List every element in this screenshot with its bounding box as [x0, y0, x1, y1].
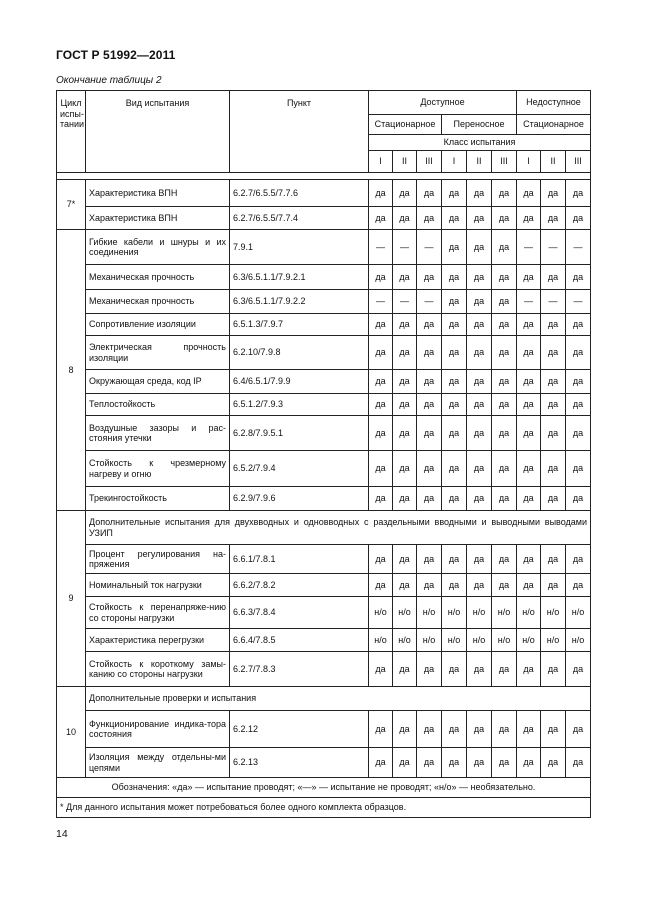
value-cell: да: [369, 545, 393, 574]
value-cell: да: [467, 290, 492, 314]
test-name-cell: Стойкость к короткому замы-канию со стороны нагрузки: [86, 652, 230, 687]
clause-cell: 6.3/6.5.1.1/7.9.2.1: [230, 265, 369, 290]
class-header-6: III: [492, 151, 517, 173]
value-cell: да: [369, 487, 393, 511]
class-header-9: III: [566, 151, 591, 173]
value-cell: да: [369, 207, 393, 230]
value-cell: да: [541, 207, 566, 230]
value-cell: да: [393, 652, 417, 687]
clause-cell: 6.5.1.2/7.9.3: [230, 394, 369, 416]
class-header-8: II: [541, 151, 566, 173]
value-cell: да: [467, 394, 492, 416]
value-cell: да: [417, 265, 442, 290]
clause-cell: 6.2.9/7.9.6: [230, 487, 369, 511]
table-body: [57, 180, 591, 818]
value-cell: да: [492, 180, 517, 207]
value-cell: да: [467, 711, 492, 748]
value-cell: да: [442, 394, 467, 416]
value-cell: да: [417, 207, 442, 230]
value-cell: н/о: [517, 629, 541, 652]
test-name-cell: Стойкость к чрезмерному нагреву и огню: [86, 451, 230, 487]
value-cell: да: [517, 265, 541, 290]
header-separator: [57, 173, 591, 180]
value-cell: —: [566, 230, 591, 265]
clause-cell: 6.2.12: [230, 711, 369, 748]
value-cell: да: [492, 416, 517, 451]
value-cell: да: [393, 416, 417, 451]
test-name-cell: Сопротивление изоляции: [86, 314, 230, 336]
cycle-cell: 8: [57, 230, 86, 511]
test-name-cell: Электрическая прочность изоляции: [86, 336, 230, 370]
col-header-cycle: Цикл испы-тании: [57, 91, 86, 173]
table-row: [57, 711, 591, 748]
value-cell: да: [442, 207, 467, 230]
test-name-cell: Гибкие кабели и шнуры и их соединения: [86, 230, 230, 265]
table-row: [57, 314, 591, 336]
value-cell: да: [566, 394, 591, 416]
value-cell: н/о: [566, 597, 591, 629]
table-row: [57, 230, 591, 265]
table-row: [57, 290, 591, 314]
value-cell: да: [442, 451, 467, 487]
test-name-cell: Механическая прочность: [86, 290, 230, 314]
value-cell: да: [442, 545, 467, 574]
value-cell: да: [566, 370, 591, 394]
value-cell: да: [393, 336, 417, 370]
value-cell: —: [369, 230, 393, 265]
value-cell: да: [442, 265, 467, 290]
value-cell: н/о: [393, 629, 417, 652]
value-cell: н/о: [442, 629, 467, 652]
value-cell: да: [517, 180, 541, 207]
value-cell: да: [417, 545, 442, 574]
value-cell: —: [517, 290, 541, 314]
clause-cell: 6.4/6.5.1/7.9.9: [230, 370, 369, 394]
clause-cell: 6.2.8/7.9.5.1: [230, 416, 369, 451]
value-cell: да: [517, 711, 541, 748]
value-cell: да: [369, 652, 393, 687]
value-cell: да: [541, 652, 566, 687]
col-header-accessible: Доступное: [369, 91, 517, 115]
table-row: [57, 207, 591, 230]
table-row: [57, 451, 591, 487]
value-cell: да: [517, 574, 541, 597]
document-title: ГОСТ Р 51992—2011: [56, 48, 176, 62]
value-cell: да: [492, 290, 517, 314]
table-row: [57, 394, 591, 416]
clause-cell: 6.2.13: [230, 748, 369, 778]
value-cell: да: [492, 314, 517, 336]
value-cell: да: [369, 416, 393, 451]
table-row: [57, 629, 591, 652]
value-cell: да: [369, 314, 393, 336]
value-cell: да: [393, 265, 417, 290]
value-cell: да: [467, 545, 492, 574]
value-cell: да: [517, 545, 541, 574]
cycle-cell: 10: [57, 687, 86, 778]
value-cell: —: [393, 290, 417, 314]
value-cell: да: [566, 265, 591, 290]
value-cell: да: [442, 336, 467, 370]
value-cell: да: [417, 451, 442, 487]
value-cell: да: [541, 314, 566, 336]
table-row: [57, 597, 591, 629]
value-cell: да: [467, 336, 492, 370]
test-name-cell: Характеристика ВПН: [86, 207, 230, 230]
value-cell: да: [393, 574, 417, 597]
value-cell: —: [541, 230, 566, 265]
clause-cell: 6.2.7/6.5.5/7.7.4: [230, 207, 369, 230]
value-cell: да: [417, 652, 442, 687]
value-cell: да: [492, 394, 517, 416]
col-header-test-type: Вид испытания: [86, 91, 230, 173]
value-cell: —: [417, 230, 442, 265]
test-name-cell: Функционирование индика-тора состояния: [86, 711, 230, 748]
value-cell: да: [541, 545, 566, 574]
value-cell: да: [369, 265, 393, 290]
table-row: [57, 416, 591, 451]
legend-row: [57, 778, 591, 798]
cycle-cell: 9: [57, 511, 86, 687]
value-cell: да: [566, 416, 591, 451]
test-name-cell: Изоляция между отдельны-ми цепями: [86, 748, 230, 778]
value-cell: да: [517, 416, 541, 451]
value-cell: да: [517, 451, 541, 487]
value-cell: да: [467, 207, 492, 230]
value-cell: да: [417, 574, 442, 597]
table-row: [57, 652, 591, 687]
class-header-4: I: [442, 151, 467, 173]
value-cell: да: [393, 711, 417, 748]
value-cell: да: [442, 574, 467, 597]
table-row: [57, 180, 591, 207]
value-cell: да: [541, 370, 566, 394]
col-header-clause: Пункт: [230, 91, 369, 173]
value-cell: да: [417, 314, 442, 336]
value-cell: да: [492, 336, 517, 370]
table-row: [57, 336, 591, 370]
col-header-stationary: Стационарное: [369, 115, 442, 135]
value-cell: да: [393, 451, 417, 487]
footnote-text: * Для данного испытания может потребоваться более одного комплекта образцов.: [57, 798, 591, 818]
value-cell: да: [442, 370, 467, 394]
value-cell: да: [492, 370, 517, 394]
value-cell: да: [517, 207, 541, 230]
value-cell: да: [517, 394, 541, 416]
table-row: [57, 370, 591, 394]
value-cell: да: [492, 748, 517, 778]
value-cell: да: [393, 180, 417, 207]
value-cell: да: [492, 574, 517, 597]
value-cell: н/о: [369, 597, 393, 629]
value-cell: да: [492, 545, 517, 574]
value-cell: да: [369, 394, 393, 416]
value-cell: да: [467, 370, 492, 394]
value-cell: —: [393, 230, 417, 265]
value-cell: да: [517, 487, 541, 511]
value-cell: да: [369, 711, 393, 748]
value-cell: да: [566, 451, 591, 487]
value-cell: да: [442, 230, 467, 265]
value-cell: да: [442, 487, 467, 511]
value-cell: да: [541, 574, 566, 597]
value-cell: да: [566, 336, 591, 370]
value-cell: да: [467, 451, 492, 487]
table-header: [57, 91, 591, 180]
value-cell: да: [442, 314, 467, 336]
test-name-cell: Механическая прочность: [86, 265, 230, 290]
value-cell: —: [417, 290, 442, 314]
value-cell: да: [369, 336, 393, 370]
value-cell: да: [417, 711, 442, 748]
class-header-1: I: [369, 151, 393, 173]
value-cell: да: [517, 336, 541, 370]
value-cell: да: [442, 748, 467, 778]
value-cell: да: [467, 230, 492, 265]
value-cell: —: [541, 290, 566, 314]
value-cell: да: [517, 652, 541, 687]
value-cell: да: [492, 265, 517, 290]
class-header-5: II: [467, 151, 492, 173]
value-cell: да: [492, 230, 517, 265]
clause-cell: 7.9.1: [230, 230, 369, 265]
footnote-row: [57, 798, 591, 818]
value-cell: н/о: [566, 629, 591, 652]
value-cell: да: [541, 487, 566, 511]
value-cell: да: [442, 180, 467, 207]
test-name-cell: Характеристика ВПН: [86, 180, 230, 207]
value-cell: да: [541, 711, 566, 748]
value-cell: да: [517, 748, 541, 778]
group-title: Дополнительные проверки и испытания: [86, 687, 591, 711]
class-header-2: II: [393, 151, 417, 173]
value-cell: да: [541, 180, 566, 207]
value-cell: да: [566, 711, 591, 748]
clause-cell: 6.6.1/7.8.1: [230, 545, 369, 574]
value-cell: да: [566, 748, 591, 778]
col-header-inaccessible: Недоступное: [517, 91, 591, 115]
value-cell: да: [442, 290, 467, 314]
value-cell: н/о: [492, 629, 517, 652]
value-cell: да: [566, 487, 591, 511]
test-name-cell: Стойкость к перенапряже-нию со стороны нагрузки: [86, 597, 230, 629]
clause-cell: 6.6.2/7.8.2: [230, 574, 369, 597]
value-cell: н/о: [369, 629, 393, 652]
table-row: [57, 265, 591, 290]
value-cell: н/о: [467, 629, 492, 652]
value-cell: да: [566, 180, 591, 207]
value-cell: н/о: [492, 597, 517, 629]
test-name-cell: Окружающая среда, код IP: [86, 370, 230, 394]
value-cell: да: [492, 207, 517, 230]
clause-cell: 6.5.2/7.9.4: [230, 451, 369, 487]
group-title-row: [57, 511, 591, 545]
clause-cell: 6.5.1.3/7.9.7: [230, 314, 369, 336]
value-cell: н/о: [517, 597, 541, 629]
value-cell: да: [417, 370, 442, 394]
table-row: [57, 748, 591, 778]
clause-cell: 6.6.4/7.8.5: [230, 629, 369, 652]
value-cell: да: [467, 652, 492, 687]
test-name-cell: Воздушные зазоры и рас-стояния утечки: [86, 416, 230, 451]
test-name-cell: Характеристика перегрузки: [86, 629, 230, 652]
table-row: [57, 574, 591, 597]
value-cell: да: [541, 265, 566, 290]
value-cell: да: [442, 416, 467, 451]
value-cell: да: [492, 711, 517, 748]
value-cell: да: [467, 748, 492, 778]
value-cell: да: [393, 545, 417, 574]
value-cell: да: [541, 451, 566, 487]
clause-cell: 6.2.7/6.5.5/7.7.6: [230, 180, 369, 207]
group-title: Дополнительные испытания для двухвводных и одновводных с раздельными вводными и выводными выводами УЗИП: [86, 511, 591, 545]
value-cell: —: [517, 230, 541, 265]
value-cell: да: [541, 416, 566, 451]
value-cell: да: [541, 748, 566, 778]
value-cell: да: [467, 180, 492, 207]
table-row: [57, 487, 591, 511]
value-cell: да: [566, 574, 591, 597]
value-cell: да: [369, 748, 393, 778]
value-cell: да: [566, 652, 591, 687]
value-cell: —: [566, 290, 591, 314]
value-cell: да: [417, 180, 442, 207]
clause-cell: 6.2.7/7.8.3: [230, 652, 369, 687]
value-cell: да: [369, 180, 393, 207]
clause-cell: 6.6.3/7.8.4: [230, 597, 369, 629]
value-cell: да: [467, 416, 492, 451]
value-cell: н/о: [393, 597, 417, 629]
value-cell: да: [369, 451, 393, 487]
clause-cell: 6.3/6.5.1.1/7.9.2.2: [230, 290, 369, 314]
value-cell: н/о: [467, 597, 492, 629]
col-header-portable: Переносное: [442, 115, 517, 135]
value-cell: да: [393, 394, 417, 416]
cycle-cell: 7*: [57, 180, 86, 230]
value-cell: да: [417, 487, 442, 511]
value-cell: да: [467, 265, 492, 290]
table-row: [57, 545, 591, 574]
tests-table: [56, 90, 591, 818]
value-cell: да: [566, 545, 591, 574]
value-cell: да: [467, 487, 492, 511]
value-cell: да: [417, 394, 442, 416]
value-cell: н/о: [442, 597, 467, 629]
value-cell: да: [517, 314, 541, 336]
value-cell: н/о: [417, 597, 442, 629]
value-cell: да: [393, 207, 417, 230]
test-name-cell: Трекингостойкость: [86, 487, 230, 511]
value-cell: да: [369, 574, 393, 597]
value-cell: да: [541, 336, 566, 370]
value-cell: да: [393, 748, 417, 778]
value-cell: да: [566, 314, 591, 336]
value-cell: да: [417, 748, 442, 778]
value-cell: н/о: [417, 629, 442, 652]
col-header-stationary-2: Стационарное: [517, 115, 591, 135]
value-cell: да: [442, 652, 467, 687]
value-cell: да: [566, 207, 591, 230]
value-cell: да: [492, 451, 517, 487]
value-cell: да: [369, 370, 393, 394]
col-header-test-class: Класс испытания: [369, 135, 591, 151]
value-cell: да: [517, 370, 541, 394]
value-cell: да: [393, 314, 417, 336]
value-cell: да: [467, 314, 492, 336]
legend-text: Обозначения: «да» — испытание проводят; «—» — испытание не проводят; «н/о» — необязательно.: [57, 778, 591, 798]
value-cell: да: [393, 487, 417, 511]
value-cell: н/о: [541, 597, 566, 629]
clause-cell: 6.2.10/7.9.8: [230, 336, 369, 370]
test-name-cell: Теплостойкость: [86, 394, 230, 416]
value-cell: да: [393, 370, 417, 394]
test-name-cell: Номинальный ток нагрузки: [86, 574, 230, 597]
value-cell: да: [467, 574, 492, 597]
value-cell: да: [417, 416, 442, 451]
table-caption: Окончание таблицы 2: [56, 75, 162, 86]
class-header-3: III: [417, 151, 442, 173]
class-header-7: I: [517, 151, 541, 173]
page-number: 14: [56, 828, 68, 840]
value-cell: да: [417, 336, 442, 370]
value-cell: н/о: [541, 629, 566, 652]
value-cell: да: [492, 652, 517, 687]
value-cell: да: [442, 711, 467, 748]
value-cell: да: [541, 394, 566, 416]
value-cell: —: [369, 290, 393, 314]
value-cell: да: [492, 487, 517, 511]
test-name-cell: Процент регулирования на-пряжения: [86, 545, 230, 574]
group-title-row: [57, 687, 591, 711]
